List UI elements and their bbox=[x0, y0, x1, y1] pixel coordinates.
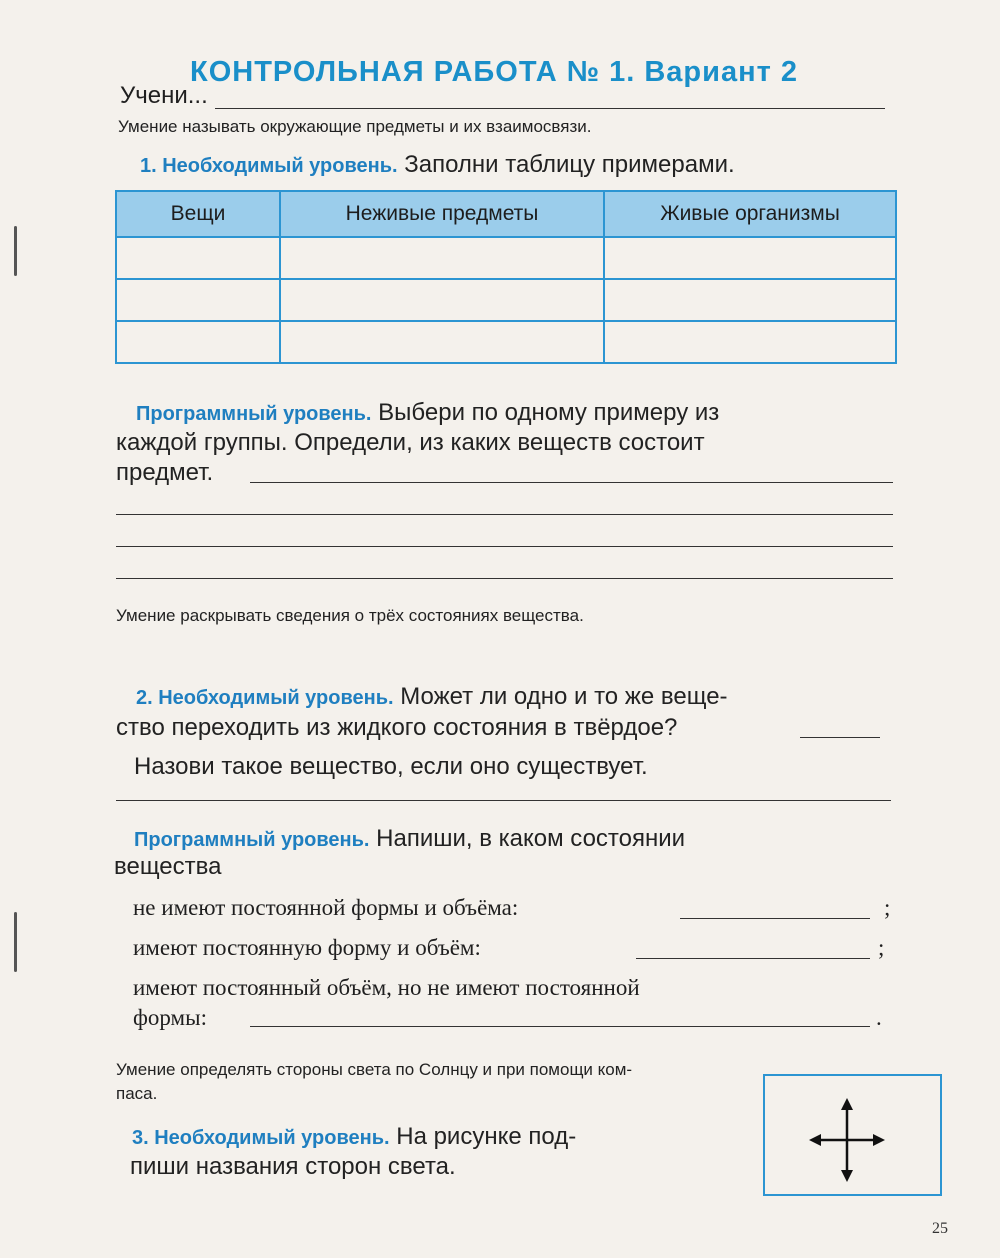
table-header-living: Живые организмы bbox=[604, 191, 896, 237]
task3-line-a bbox=[132, 1122, 576, 1153]
answer-line[interactable] bbox=[250, 482, 893, 483]
task3-text-b: пиши названия сторон света. bbox=[130, 1153, 456, 1180]
table-cell[interactable] bbox=[116, 321, 280, 363]
table-cell[interactable] bbox=[280, 279, 604, 321]
task1-text: Заполни таблицу примерами. bbox=[404, 151, 735, 178]
answer-line[interactable] bbox=[800, 737, 880, 738]
table-header-things: Вещи bbox=[116, 191, 280, 237]
answer-line[interactable] bbox=[116, 514, 893, 515]
task2-text-b: ство переходить из жидкого состояния в твёрдое? bbox=[116, 714, 678, 741]
answer-line[interactable] bbox=[116, 546, 893, 547]
task1-level: 1. Необходимый уровень. bbox=[140, 155, 398, 177]
state-line-1-end: ; bbox=[884, 895, 891, 920]
skill-caption: Умение называть окружающие предметы и их взаимосвязи. bbox=[118, 117, 592, 136]
state-line-2: имеют постоянную форму и объём: bbox=[133, 935, 481, 960]
task2-text-c: Назови такое вещество, если оно существует. bbox=[134, 753, 648, 780]
answer-line[interactable] bbox=[250, 1026, 870, 1027]
table-header-nonliving: Неживые предметы bbox=[280, 191, 604, 237]
compass-box[interactable] bbox=[763, 1074, 942, 1196]
student-label: Учени... bbox=[120, 82, 208, 109]
page-number: 25 bbox=[932, 1220, 948, 1237]
prog2-text-a: Напиши, в каком состоянии bbox=[376, 825, 686, 852]
task3-level: 3. Необходимый уровень. bbox=[132, 1127, 390, 1149]
task3-text-a: На рисунке под- bbox=[396, 1123, 577, 1150]
answer-line[interactable] bbox=[116, 800, 891, 801]
answer-line[interactable] bbox=[680, 918, 870, 919]
table-cell[interactable] bbox=[116, 279, 280, 321]
state-line-3a: имеют постоянный объём, но не имеют постоянной bbox=[133, 975, 640, 1000]
prog2-line-a bbox=[134, 824, 685, 855]
task2-text-a: Может ли одно и то же веще- bbox=[400, 683, 728, 710]
examples-table bbox=[115, 190, 897, 364]
table-cell[interactable] bbox=[604, 279, 896, 321]
table-cell[interactable] bbox=[280, 237, 604, 279]
table-cell[interactable] bbox=[604, 237, 896, 279]
table-cell[interactable] bbox=[116, 237, 280, 279]
prog1-text-a: Выбери по одному примеру из bbox=[378, 399, 720, 426]
task2-line-a bbox=[136, 682, 728, 713]
compass-cross-icon bbox=[765, 1076, 940, 1194]
answer-line[interactable] bbox=[636, 958, 870, 959]
prog2-text-b: вещества bbox=[114, 853, 222, 880]
table-cell[interactable] bbox=[280, 321, 604, 363]
prog1-text-c: предмет. bbox=[116, 459, 214, 486]
answer-line[interactable] bbox=[116, 578, 893, 579]
state-line-3b: формы: bbox=[133, 1005, 207, 1030]
state-line-3-end: . bbox=[876, 1005, 882, 1030]
skill-caption: Умение раскрывать сведения о трёх состояниях вещества. bbox=[116, 606, 584, 625]
table-row bbox=[116, 321, 896, 363]
prog2-level: Программный уровень. bbox=[134, 829, 370, 851]
prog1-level: Программный уровень. bbox=[136, 403, 372, 425]
student-name-line[interactable] bbox=[215, 108, 885, 109]
prog1-text-b: каждой группы. Определи, из каких веществ состоит bbox=[116, 429, 705, 456]
page-title: КОНТРОЛЬНАЯ РАБОТА № 1. Вариант 2 bbox=[190, 56, 798, 88]
table-cell[interactable] bbox=[604, 321, 896, 363]
table-row bbox=[116, 279, 896, 321]
task2-level: 2. Необходимый уровень. bbox=[136, 687, 394, 709]
task1-prompt bbox=[140, 150, 735, 181]
skill-caption: Умение определять стороны света по Солнцу и при помощи ком- bbox=[116, 1060, 633, 1079]
skill-caption-cont: паса. bbox=[116, 1084, 158, 1103]
table-row bbox=[116, 237, 896, 279]
binder-mark bbox=[14, 912, 17, 972]
binder-mark bbox=[14, 226, 17, 276]
state-line-1: не имеют постоянной формы и объёма: bbox=[133, 895, 519, 920]
state-line-2-end: ; bbox=[878, 935, 885, 960]
prog1-line-a bbox=[136, 398, 719, 429]
